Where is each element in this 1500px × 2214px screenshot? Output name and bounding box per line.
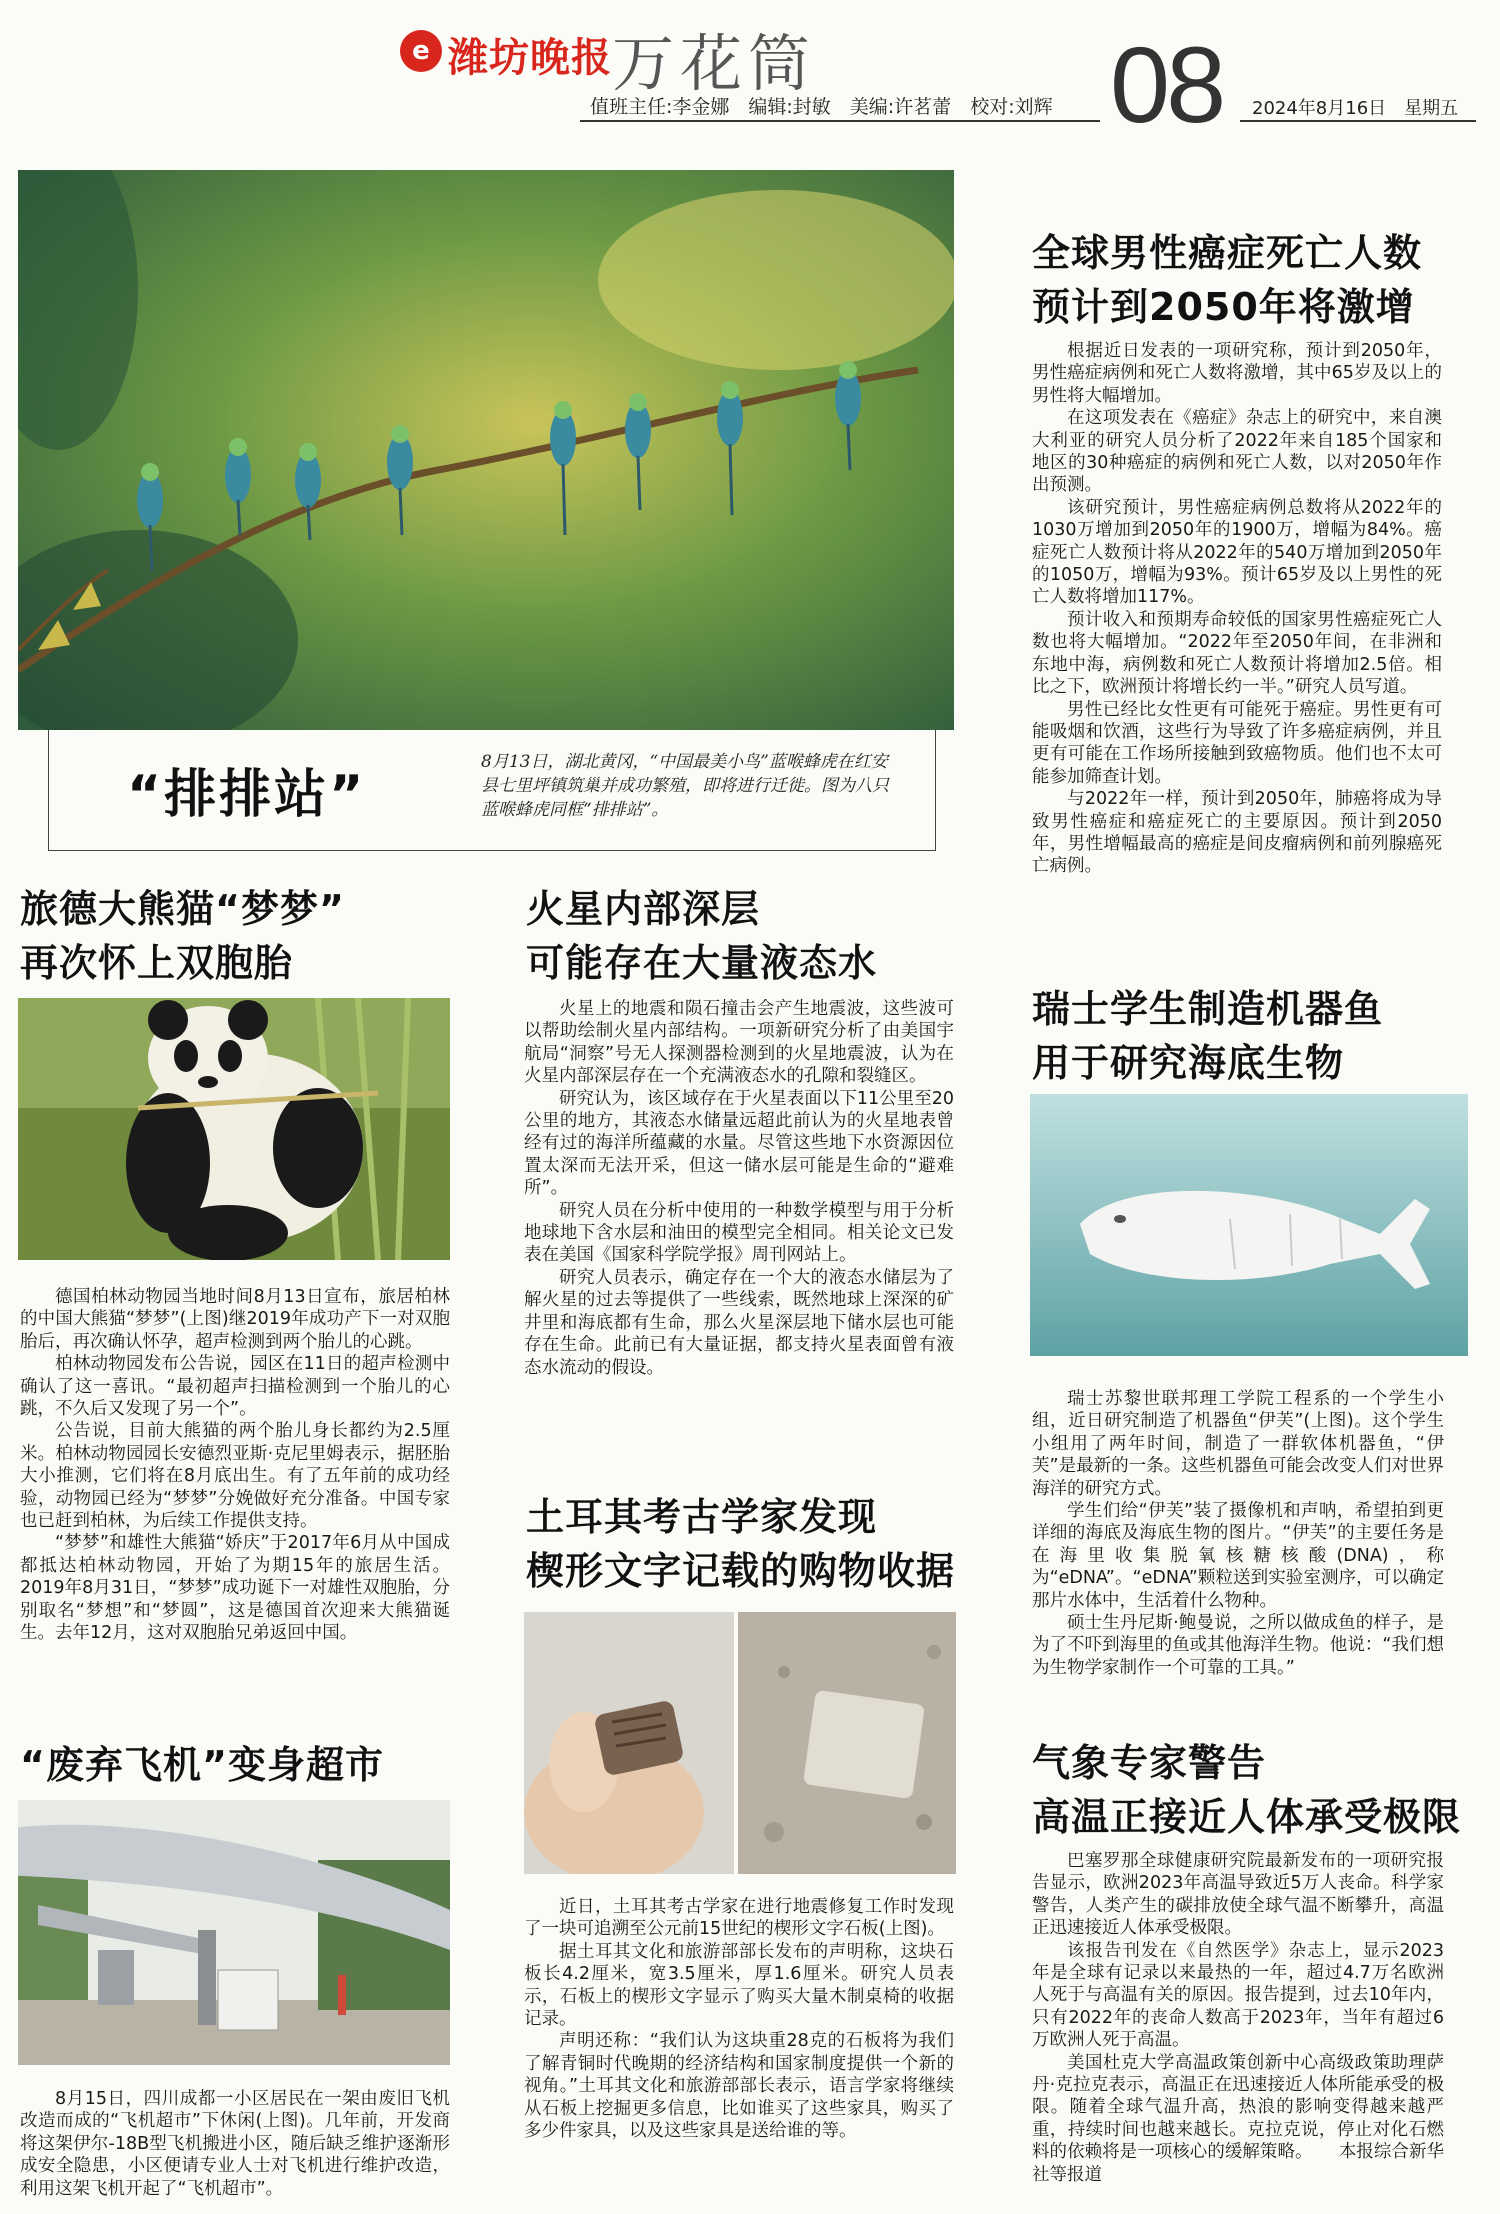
heat-article-body: 巴塞罗那全球健康研究院最新发布的一项研究报告显示，欧洲2023年高温导致近5万人丧命。科学家警告，人类产生的碳排放使全球气温不断攀升，高温正迅速接近人体承受极限。 该报告刊发在《自然医学》杂志上，显示2023年是全球有记录以来最热的一年，超过4.7万名欧洲人死于与高温有关的原因。报告提到，过去10年内，只有2022年的丧命人数高于2023年，当年有超过6万欧洲人死于高温。 美国杜克大学高温政策创新中心高级政策助理萨丹·克拉克表示，高温正在迅速接近人体所能承受的极限。随着全球气温升高，热浪的影响变得越来越严重，持续时间也越来越长。克拉克说，停止对化石燃料的依赖将是一项核心的缓解策略。 本报综合新华社等报道 (1032, 1851, 1444, 2185)
tablet-article-body: 近日，土耳其考古学家在进行地震修复工作时发现了一块可追溯至公元前15世纪的楔形文字石板(上图)。 据土耳其文化和旅游部部长发布的声明称，这块石板长4.2厘米，宽3.5厘米，厚1.6厘米。研究人员表示，石板上的楔形文字显示了购买大量木制桌椅的收据记录。 声明还称：“我们认为这块重28克的石板将为我们了解青铜时代晚期的经济结构和国家制度提供一个新的视角。”土耳其文化和旅游部部长表示，语言学家将继续从石板上挖掘更多信息，比如谁买了这些家具，购买了多少件家具，以及这些家具是送给谁的等。 (524, 1897, 954, 2142)
panda-headline: 旅德大熊猫“梦梦” 再次怀上双胞胎 (20, 887, 345, 985)
robot-fish-article-body: 瑞士苏黎世联邦理工学院工程系的一个学生小组，近日研究制造了机器鱼“伊芙”(上图)。这个学生小组用了两年时间，制造了一群软体机器鱼，“伊芙”是最新的一条。这些机器鱼可能会改变人们对世界海洋的研究方式。 学生们给“伊芙”装了摄像机和声呐，希望拍到更详细的海底及海底生物的图片。“伊芙”的主要任务是在海里收集脱氧核糖核酸(DNA)，称为“eDNA”。“eDNA”颗粒送到实验室测序，可以确定那片水体中，生活着什么物种。 硕士生丹尼斯·鲍曼说，之所以做成鱼的样子，是为了不吓到海里的鱼或其他海洋生物。他说：“我们想为生物学家制作一个可靠的工具。” (1032, 1389, 1444, 1678)
plane-headline: “废弃飞机”变身超市 (20, 1743, 384, 1787)
cuneiform-tablet-photo (524, 1612, 956, 1874)
plane-supermarket-photo (18, 1800, 450, 2065)
cancer-article-body: 根据近日发表的一项研究称，预计到2050年，男性癌症病例和死亡人数将激增，其中65岁及以上的男性将大幅增加。 在这项发表在《癌症》杂志上的研究中，来自澳大利亚的研究人员分析了2022年来自185个国家和地区的30种癌症的病例和死亡人数，以对2050年作出预测。 该研究预计，男性癌症病例总数将从2022年的1030万增加到2050年的1900万，增幅为84%。癌症死亡人数预计将从2022年的540万增加到2050年的1050万，增幅为93%。预计65岁及以上男性的死亡人数将增加117%。 预计收入和预期寿命较低的国家男性癌症死亡人数也将大幅增加。“2022年至2050年间，在非洲和东地中海，病例数和死亡人数预计将增加2.5倍。相比之下，欧洲预计将增长约一半。”研究人员写道。 男性已经比女性更有可能死于癌症。男性更有可能吸烟和饮酒，这些行为导致了许多癌症病例，并且更有可能在工作场所接触到致癌物质。他们也不太可能参加筛查计划。 与2022年一样，预计到2050年，肺癌将成为导致男性癌症和癌症死亡的主要原因。预计到2050年，男性增幅最高的癌症是间皮瘤病例和前列腺癌死亡病例。 (1032, 341, 1442, 877)
plane-article-body: 8月15日，四川成都一小区居民在一架由废旧飞机改造而成的“飞机超市”下休闲(上图)。几年前，开发商将这架伊尔-18B型飞机搬进小区，随后缺乏维护逐渐形成安全隐患，小区便请专业人士对飞机进行维护改造，利用这架飞机开起了“飞机超市”。 (20, 2089, 450, 2199)
issue-date: 2024年8月16日 星期五 (1252, 98, 1459, 119)
section-title: 万花筒 (612, 27, 817, 100)
masthead-rule (580, 120, 1100, 122)
page-number: 08 (1110, 24, 1223, 145)
newspaper-logo-icon: e (400, 30, 442, 72)
cancer-headline: 全球男性癌症死亡人数 预计到2050年将激增 (1032, 231, 1423, 329)
staff-credits: 值班主任:李金娜 编辑:封敏 美编:许茗蕾 校对:刘辉 (590, 96, 1053, 118)
robot-fish-headline: 瑞士学生制造机器鱼 用于研究海底生物 (1032, 987, 1384, 1085)
feature-title: “排排站” (127, 765, 367, 825)
feature-caption-box (48, 730, 936, 851)
mars-headline: 火星内部深层 可能存在大量液态水 (526, 887, 878, 985)
mars-article-body: 火星上的地震和陨石撞击会产生地震波，这些波可以帮助绘制火星内部结构。一项新研究分析了由美国宇航局“洞察”号无人探测器检测到的火星地震波，认为在火星内部深层存在一个充满液态水的孔隙和裂缝区。 研究认为，该区域存在于火星表面以下11公里至20公里的地方，其液态水储量远超此前认为的火星地表曾经有过的海洋所蕴藏的水量。尽管这些地下水资源因位置太深而无法开采，但这一储水层可能是生命的“避难所”。 研究人员在分析中使用的一种数学模型与用于分析地球地下含水层和油田的模型完全相同。相关论文已发表在美国《国家科学院学报》周刊网站上。 研究人员表示，确定存在一个大的液态水储层为了解火星的过去等提供了一些线索，既然地球上深深的矿井里和海底都有生命，那么火星深层地下储水层也可能存在生命。此前已有大量证据，都支持火星表面曾有液态水流动的假设。 (524, 999, 954, 1378)
panda-article-body: 德国柏林动物园当地时间8月13日宣布，旅居柏林的中国大熊猫“梦梦”(上图)继2019年成功产下一对双胞胎后，再次确认怀孕，超声检测到两个胎儿的心跳。 柏林动物园发布公告说，园区在11日的超声检测中确认了这一喜讯。“最初超声扫描检测到一个胎儿的心跳，不久后又发现了另一个”。 公告说，目前大熊猫的两个胎儿身长都约为2.5厘米。柏林动物园园长安德烈亚斯·克尼里姆表示，据胚胎大小推测，它们将在8月底出生。有了五年前的成功经验，动物园已经为“梦梦”分娩做好充分准备。中国专家也已赶到柏林，为后续工作提供支持。 “梦梦”和雄性大熊猫“娇庆”于2017年6月从中国成都抵达柏林动物园，开始了为期15年的旅居生活。2019年8月31日，“梦梦”成功诞下一对雄性双胞胎，分别取名“梦想”和“梦圆”，这是德国首次迎来大熊猫诞生。去年12月，这对双胞胎兄弟返回中国。 (20, 1287, 450, 1644)
giant-panda-photo (18, 998, 450, 1260)
robot-fish-photo (1030, 1094, 1468, 1356)
newspaper-name: 潍坊晚报 (448, 35, 612, 81)
masthead-rule-right (1240, 120, 1476, 122)
bee-eater-birds-photo (18, 170, 954, 730)
heat-headline: 气象专家警告 高温正接近人体承受极限 (1032, 1741, 1462, 1839)
feature-caption: 8月13日，湖北黄冈，“中国最美小鸟”蓝喉蜂虎在红安县七里坪镇筑巢并成功繁殖，即将进行迁徙。图为八只蓝喉蜂虎同框“排排站”。 (481, 752, 889, 820)
tablet-headline: 土耳其考古学家发现 楔形文字记载的购物收据 (526, 1495, 956, 1593)
